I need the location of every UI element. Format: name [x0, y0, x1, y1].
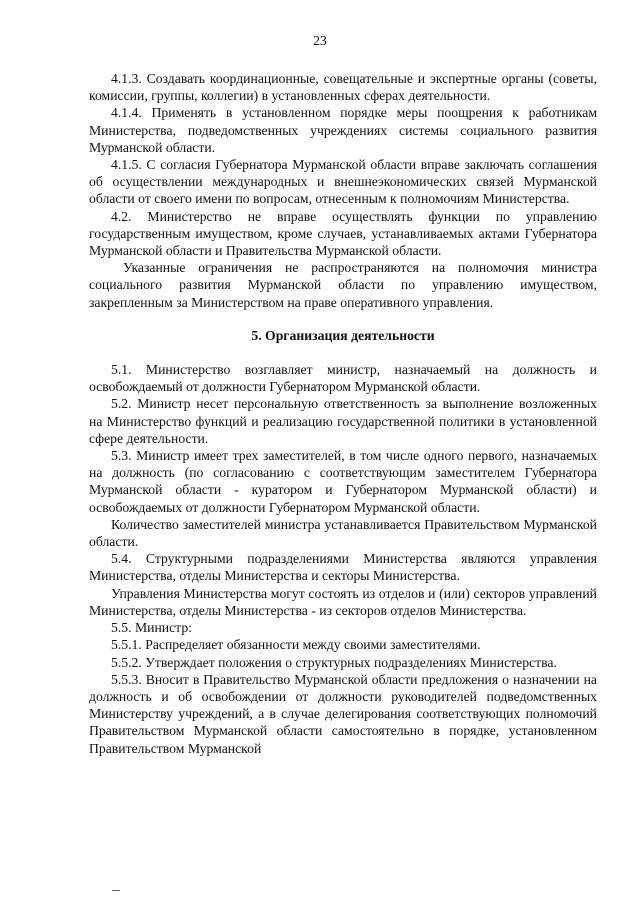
document-body: [89, 70, 597, 757]
paragraph-4-2: 4.2. Министерство не вправе осуществлять функции по управлению государственным имуществом, кроме случаев, устанавливаемых актами Губернатора Мурманской области и Правительства Мурманской области.: [89, 208, 597, 259]
scan-mark: [112, 890, 120, 891]
paragraph-5-2: 5.2. Министр несет персональную ответственность за выполнение возложенных на Министерство функций и реализацию государственной политики в установленной сфере деятельности.: [89, 396, 597, 446]
paragraph-5-1: 5.1. Министерство возглавляет министр, назначаемый на должность и освобождаемый от должности Губернатором Мурманской области.: [89, 362, 597, 395]
paragraph-5-5-3: 5.5.3. Вносит в Правительство Мурманской области предложения о назначении на должность и об освобождении от должности руководителей подведомственных Министерству учреждений, а в случае делегирования соответствующих полномочий Правительством Мурманской области самостоятельно в порядке, установленном Правительством Мурманской: [89, 671, 597, 756]
paragraph-5-5: 5.5. Министр:: [111, 620, 192, 636]
paragraph-departments-structure: Управления Министерства могут состоять из отделов и (или) секторов управлений Министерства, отделы Министерства - из секторов отделов Министерства.: [89, 585, 597, 618]
paragraph-restrictions-note: Указанные ограничения не распространяются на полномочия министра социального развития Мурманской области по управлению имуществом, закрепленным за Министерством на праве оперативного управления.: [89, 260, 597, 310]
paragraph-deputies-count: Количество заместителей министра устанавливается Правительством Мурманской области.: [89, 516, 597, 550]
paragraph-4-1-5: 4.1.5. С согласия Губернатора Мурманской области вправе заключать соглашения об осуществлении международных и внешнеэкономических связей Мурманской области от своего имени по вопросам, отнесенным к полномочиям Министерства.: [89, 157, 597, 207]
page-number: 23: [313, 33, 327, 48]
paragraph-5-5-2: 5.5.2. Утверждает положения о структурных подразделениях Министерства.: [111, 654, 557, 670]
paragraph-5-5-1: 5.5.1. Распределяет обязанности между своими заместителями.: [111, 637, 481, 653]
section-heading: 5. Организация деятельности: [251, 327, 435, 343]
paragraph-5-3: 5.3. Министр имеет трех заместителей, в том числе одного первого, назначаемых на должность (по согласованию с соответствующим заместителем Губернатора Мурманской области - куратором и Губернатором Мурманской области) и освобождаемых от должности Губернатором Мурманской области.: [89, 448, 597, 515]
paragraph-4-1-4: 4.1.4. Применять в установленном порядке меры поощрения к работникам Министерства, подведомственных учреждениях системы социального развития Мурманской области.: [89, 105, 597, 155]
paragraph-5-4: 5.4. Структурными подразделениями Министерства являются управления Министерства, отделы Министерства и секторы Министерства.: [89, 551, 597, 584]
paragraph-4-1-3: 4.1.3. Создавать координационные, совещательные и экспертные органы (советы, комиссии, группы, коллегии) в установленных сферах деятельности.: [89, 71, 597, 104]
